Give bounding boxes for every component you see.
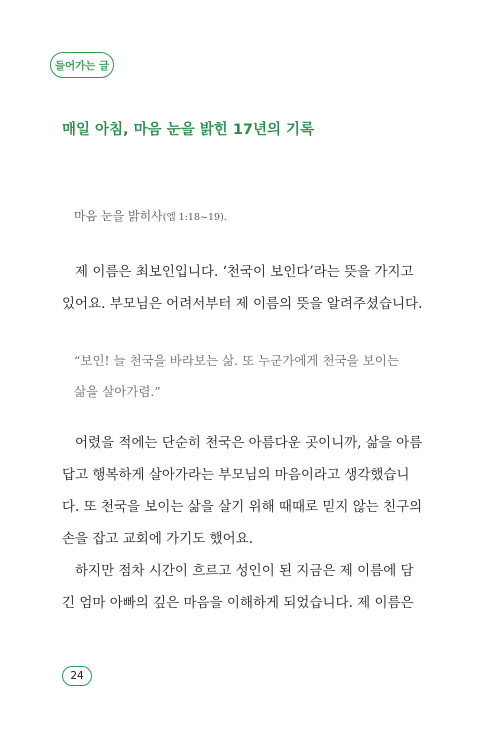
chapter-title: 매일 아침, 마음 눈을 밝힌 17년의 기록: [62, 122, 315, 138]
scripture-verse: [74, 207, 227, 224]
paragraph-adulthood: [62, 555, 442, 619]
text-line: 있어요. 부모님은 어려서부터 제 이름의 뜻을 알려주셨습니다.: [62, 296, 423, 312]
section-badge: 들어가는 글: [50, 52, 114, 78]
quote-line: 삶을 살아가렴.”: [74, 384, 161, 399]
paragraph-childhood: [62, 427, 442, 555]
scripture-reference: (엡 1:18~19).: [162, 212, 227, 223]
text-line: 하지만 점차 시간이 흐르고 성인이 된 지금은 제 이름에 담: [75, 563, 414, 579]
scripture-text: 마음 눈을 밝히사: [74, 209, 163, 223]
text-line: 답고 행복하게 살아가라는 부모님의 마음이라고 생각했습니: [62, 467, 410, 483]
text-line: 제 이름은 최보인입니다. ‘천국이 보인다’라는 뜻을 가지고: [75, 264, 414, 280]
text-line: 긴 엄마 아빠의 깊은 마음을 이해하게 되었습니다. 제 이름은: [62, 595, 414, 611]
text-line: 다. 또 천국을 보이는 삶을 살기 위해 때때로 믿지 않는 친구의: [62, 499, 423, 515]
text-line: 손을 잡고 교회에 가기도 했어요.: [62, 531, 253, 547]
page-number: 24: [62, 666, 92, 686]
paragraph-name-meaning: [62, 256, 442, 320]
quote-line: “보인! 늘 천국을 바라보는 삶. 또 누군가에게 천국을 보이는: [74, 353, 399, 368]
text-line: 어렸을 적에는 단순히 천국은 아름다운 곳이니까, 삶을 아름: [75, 435, 423, 451]
parents-quote: [74, 345, 414, 407]
